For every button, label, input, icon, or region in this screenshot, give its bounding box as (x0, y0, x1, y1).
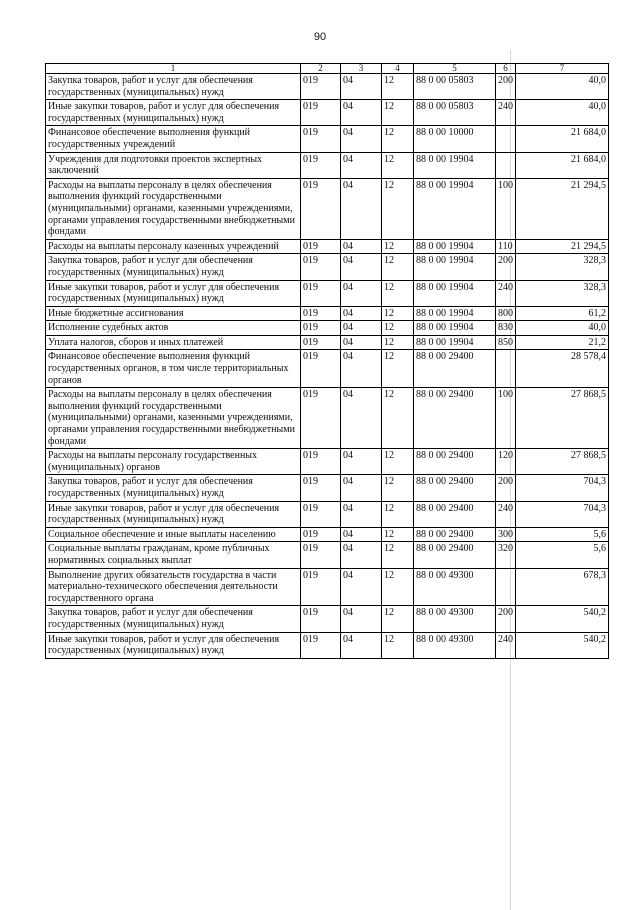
cell-name: Учреждения для подготовки проектов экспертных заключений (46, 152, 301, 178)
cell-target-article: 88 0 00 29400 (414, 350, 496, 388)
table-row (46, 501, 609, 527)
cell-code-ministry: 019 (301, 388, 341, 449)
cell-code-ministry: 019 (301, 335, 341, 350)
cell-amount: 5,6 (516, 527, 609, 542)
cell-code-ministry: 019 (301, 74, 341, 100)
cell-subsection: 12 (382, 74, 414, 100)
cell-code-ministry: 019 (301, 475, 341, 501)
column-header: 3 (341, 64, 382, 74)
cell-subsection: 12 (382, 606, 414, 632)
cell-target-article: 88 0 00 29400 (414, 449, 496, 475)
cell-subsection: 12 (382, 527, 414, 542)
cell-subsection: 12 (382, 254, 414, 280)
cell-code-ministry: 019 (301, 178, 341, 239)
budget-table (45, 63, 609, 659)
table-row (46, 321, 609, 336)
cell-section: 04 (341, 254, 382, 280)
table-row (46, 126, 609, 152)
table-row (46, 475, 609, 501)
column-header: 4 (382, 64, 414, 74)
table-row (46, 388, 609, 449)
column-header: 7 (516, 64, 609, 74)
cell-amount: 540,2 (516, 606, 609, 632)
cell-amount: 21 294,5 (516, 178, 609, 239)
cell-subsection: 12 (382, 475, 414, 501)
header-row (46, 64, 609, 74)
cell-name: Социальное обеспечение и иные выплаты населению (46, 527, 301, 542)
cell-section: 04 (341, 100, 382, 126)
cell-name: Закупка товаров, работ и услуг для обеспечения государственных (муниципальных) нужд (46, 254, 301, 280)
cell-name: Социальные выплаты гражданам, кроме публичных нормативных социальных выплат (46, 542, 301, 568)
cell-name: Иные закупки товаров, работ и услуг для обеспечения государственных (муниципальных) нужд (46, 632, 301, 658)
cell-target-article: 88 0 00 49300 (414, 568, 496, 606)
cell-amount: 678,3 (516, 568, 609, 606)
cell-expense-type (496, 152, 516, 178)
cell-section: 04 (341, 321, 382, 336)
cell-target-article: 88 0 00 19904 (414, 280, 496, 306)
cell-target-article: 88 0 00 29400 (414, 475, 496, 501)
cell-expense-type: 200 (496, 606, 516, 632)
cell-code-ministry: 019 (301, 449, 341, 475)
cell-section: 04 (341, 126, 382, 152)
cell-target-article: 88 0 00 19904 (414, 178, 496, 239)
table-row (46, 100, 609, 126)
cell-section: 04 (341, 239, 382, 254)
cell-subsection: 12 (382, 568, 414, 606)
cell-subsection: 12 (382, 388, 414, 449)
cell-section: 04 (341, 350, 382, 388)
cell-expense-type (496, 126, 516, 152)
table-row (46, 280, 609, 306)
cell-code-ministry: 019 (301, 542, 341, 568)
cell-section: 04 (341, 74, 382, 100)
cell-code-ministry: 019 (301, 527, 341, 542)
cell-name: Финансовое обеспечение выполнения функций государственных органов, в том числе территориальных органов (46, 350, 301, 388)
cell-code-ministry: 019 (301, 152, 341, 178)
cell-section: 04 (341, 475, 382, 501)
cell-section: 04 (341, 501, 382, 527)
cell-name: Иные закупки товаров, работ и услуг для обеспечения государственных (муниципальных) нужд (46, 280, 301, 306)
cell-amount: 704,3 (516, 475, 609, 501)
cell-expense-type: 850 (496, 335, 516, 350)
cell-code-ministry: 019 (301, 306, 341, 321)
page-number: 90 (313, 31, 327, 43)
table-row (46, 527, 609, 542)
cell-name: Иные бюджетные ассигнования (46, 306, 301, 321)
cell-code-ministry: 019 (301, 254, 341, 280)
cell-expense-type: 100 (496, 388, 516, 449)
cell-code-ministry: 019 (301, 100, 341, 126)
cell-target-article: 88 0 00 49300 (414, 632, 496, 658)
cell-code-ministry: 019 (301, 632, 341, 658)
column-header: 6 (496, 64, 516, 74)
cell-expense-type: 240 (496, 501, 516, 527)
cell-amount: 704,3 (516, 501, 609, 527)
cell-amount: 21 294,5 (516, 239, 609, 254)
cell-expense-type (496, 568, 516, 606)
cell-expense-type: 200 (496, 475, 516, 501)
cell-amount: 21,2 (516, 335, 609, 350)
cell-subsection: 12 (382, 542, 414, 568)
cell-amount: 5,6 (516, 542, 609, 568)
cell-subsection: 12 (382, 178, 414, 239)
cell-subsection: 12 (382, 126, 414, 152)
table-row (46, 254, 609, 280)
cell-amount: 28 578,4 (516, 350, 609, 388)
cell-section: 04 (341, 606, 382, 632)
cell-expense-type: 110 (496, 239, 516, 254)
cell-name: Расходы на выплаты персоналу казенных учреждений (46, 239, 301, 254)
table-row (46, 542, 609, 568)
cell-subsection: 12 (382, 350, 414, 388)
cell-target-article: 88 0 00 19904 (414, 239, 496, 254)
cell-amount: 21 684,0 (516, 152, 609, 178)
cell-amount: 40,0 (516, 100, 609, 126)
column-header: 2 (301, 64, 341, 74)
cell-target-article: 88 0 00 29400 (414, 388, 496, 449)
cell-amount: 40,0 (516, 74, 609, 100)
cell-target-article: 88 0 00 19904 (414, 321, 496, 336)
table-body (46, 74, 609, 659)
table-row (46, 335, 609, 350)
cell-amount: 540,2 (516, 632, 609, 658)
cell-subsection: 12 (382, 501, 414, 527)
table-row (46, 568, 609, 606)
cell-target-article: 88 0 00 19904 (414, 306, 496, 321)
cell-target-article: 88 0 00 05803 (414, 100, 496, 126)
cell-section: 04 (341, 388, 382, 449)
cell-expense-type: 240 (496, 280, 516, 306)
cell-code-ministry: 019 (301, 606, 341, 632)
cell-amount: 27 868,5 (516, 449, 609, 475)
cell-section: 04 (341, 178, 382, 239)
cell-expense-type: 240 (496, 100, 516, 126)
cell-target-article: 88 0 00 19904 (414, 254, 496, 280)
cell-amount: 21 684,0 (516, 126, 609, 152)
cell-amount: 40,0 (516, 321, 609, 336)
table-row (46, 449, 609, 475)
cell-subsection: 12 (382, 239, 414, 254)
cell-expense-type: 800 (496, 306, 516, 321)
cell-section: 04 (341, 632, 382, 658)
cell-amount: 61,2 (516, 306, 609, 321)
cell-subsection: 12 (382, 306, 414, 321)
cell-subsection: 12 (382, 152, 414, 178)
table-row (46, 239, 609, 254)
cell-name: Иные закупки товаров, работ и услуг для обеспечения государственных (муниципальных) нужд (46, 501, 301, 527)
cell-name: Исполнение судебных актов (46, 321, 301, 336)
cell-target-article: 88 0 00 29400 (414, 527, 496, 542)
cell-subsection: 12 (382, 100, 414, 126)
cell-name: Закупка товаров, работ и услуг для обеспечения государственных (муниципальных) нужд (46, 606, 301, 632)
cell-amount: 328,3 (516, 280, 609, 306)
column-header: 5 (414, 64, 496, 74)
cell-subsection: 12 (382, 280, 414, 306)
cell-target-article: 88 0 00 29400 (414, 501, 496, 527)
cell-section: 04 (341, 152, 382, 178)
cell-section: 04 (341, 449, 382, 475)
cell-expense-type: 300 (496, 527, 516, 542)
cell-name: Закупка товаров, работ и услуг для обеспечения государственных (муниципальных) нужд (46, 475, 301, 501)
cell-code-ministry: 019 (301, 501, 341, 527)
column-header: 1 (46, 64, 301, 74)
cell-code-ministry: 019 (301, 321, 341, 336)
table-row (46, 306, 609, 321)
cell-expense-type: 830 (496, 321, 516, 336)
cell-code-ministry: 019 (301, 350, 341, 388)
table-row (46, 606, 609, 632)
cell-subsection: 12 (382, 321, 414, 336)
table-row (46, 74, 609, 100)
table-row (46, 632, 609, 658)
cell-expense-type (496, 350, 516, 388)
cell-amount: 27 868,5 (516, 388, 609, 449)
cell-section: 04 (341, 568, 382, 606)
cell-target-article: 88 0 00 19904 (414, 335, 496, 350)
table-row (46, 152, 609, 178)
cell-subsection: 12 (382, 632, 414, 658)
cell-name: Финансовое обеспечение выполнения функций государственных учреждений (46, 126, 301, 152)
cell-section: 04 (341, 527, 382, 542)
cell-expense-type: 200 (496, 254, 516, 280)
cell-expense-type: 200 (496, 74, 516, 100)
cell-target-article: 88 0 00 29400 (414, 542, 496, 568)
cell-target-article: 88 0 00 10000 (414, 126, 496, 152)
cell-subsection: 12 (382, 335, 414, 350)
cell-section: 04 (341, 542, 382, 568)
table-row (46, 178, 609, 239)
cell-code-ministry: 019 (301, 280, 341, 306)
cell-expense-type: 120 (496, 449, 516, 475)
cell-target-article: 88 0 00 05803 (414, 74, 496, 100)
table-row (46, 350, 609, 388)
cell-expense-type: 320 (496, 542, 516, 568)
cell-code-ministry: 019 (301, 568, 341, 606)
cell-name: Выполнение других обязательств государства в части материально-технического обеспечения деятельности государственного органа (46, 568, 301, 606)
cell-section: 04 (341, 306, 382, 321)
cell-name: Закупка товаров, работ и услуг для обеспечения государственных (муниципальных) нужд (46, 74, 301, 100)
cell-code-ministry: 019 (301, 126, 341, 152)
cell-amount: 328,3 (516, 254, 609, 280)
cell-target-article: 88 0 00 19904 (414, 152, 496, 178)
cell-section: 04 (341, 280, 382, 306)
cell-code-ministry: 019 (301, 239, 341, 254)
cell-target-article: 88 0 00 49300 (414, 606, 496, 632)
cell-name: Расходы на выплаты персоналу государственных (муниципальных) органов (46, 449, 301, 475)
cell-name: Расходы на выплаты персоналу в целях обеспечения выполнения функций государственными (муниципальными) органами, казенными учреждениями, органами управления государственными внебюджетными фондами (46, 388, 301, 449)
cell-name: Расходы на выплаты персоналу в целях обеспечения выполнения функций государственными (муниципальными) органами, казенными учреждениями, органами управления государственными внебюджетными фондами (46, 178, 301, 239)
cell-name: Иные закупки товаров, работ и услуг для обеспечения государственных (муниципальных) нужд (46, 100, 301, 126)
cell-name: Уплата налогов, сборов и иных платежей (46, 335, 301, 350)
cell-expense-type: 100 (496, 178, 516, 239)
cell-subsection: 12 (382, 449, 414, 475)
cell-section: 04 (341, 335, 382, 350)
cell-expense-type: 240 (496, 632, 516, 658)
